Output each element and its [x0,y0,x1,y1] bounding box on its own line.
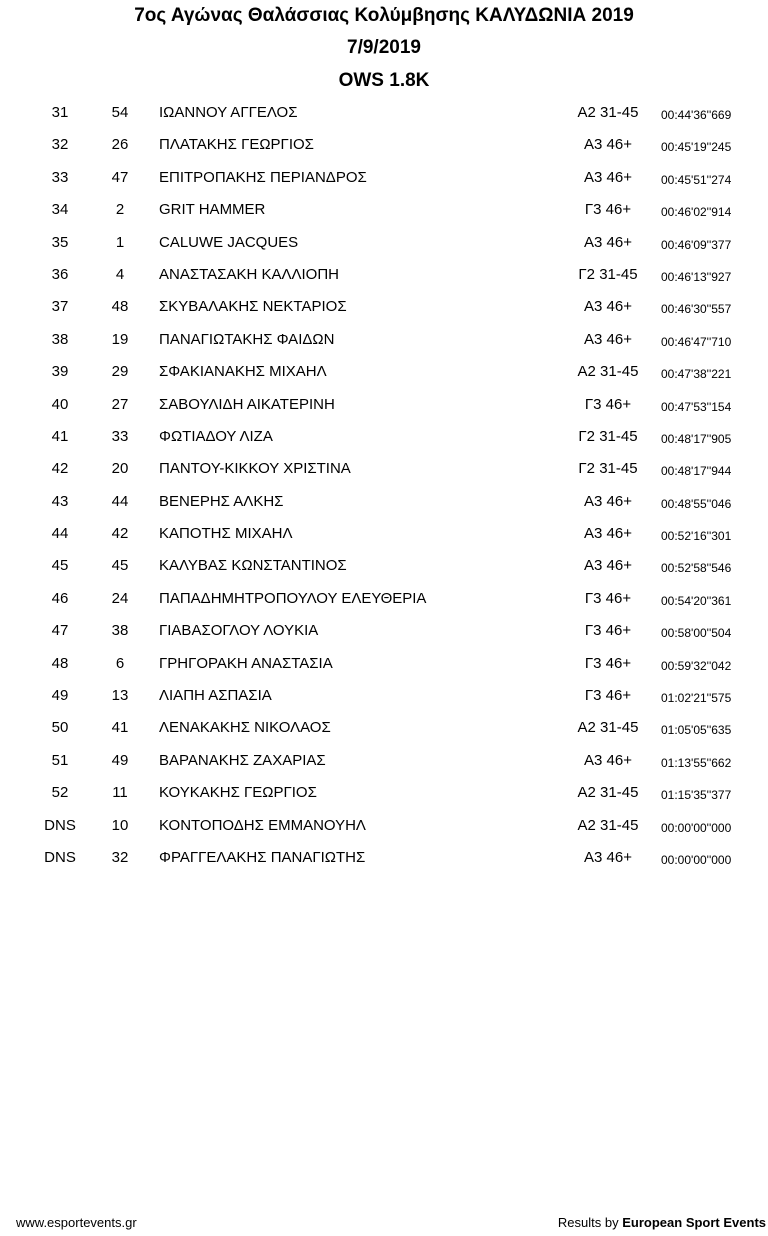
table-row [0,745,768,777]
footer-credit-prefix: Results by [557,1215,619,1230]
table-row [0,129,768,161]
time-cell: 00:52'16''301 [661,529,732,544]
bib-cell: 19 [111,330,129,348]
time-cell: 00:45'51''274 [661,172,732,187]
category-cell: Α3 46+ [584,330,632,348]
table-row [0,777,768,809]
bib-cell: 20 [111,460,129,478]
category-cell: Γ3 46+ [584,395,632,413]
category-cell: Α3 46+ [584,848,632,866]
category-cell: Γ2 31-45 [578,427,638,445]
position-cell: 37 [51,298,69,316]
name-cell: ΛΕΝΑΚΑΚΗΣ ΝΙΚΟΛΑΟΣ [159,719,331,737]
position-cell: DNS [44,816,76,834]
category-cell: Γ3 46+ [584,654,632,672]
table-row [0,583,768,615]
name-cell: ΚΟΝΤΟΠΟΔΗΣ ΕΜΜΑΝΟΥΗΛ [159,816,366,834]
table-row [0,615,768,647]
page-title: 7ος Αγώνας Θαλάσσιας Κολύμβησης ΚΑΛΥΔΩΝΙΑ 2019 [134,5,634,26]
bib-cell: 54 [111,104,129,121]
category-cell: Α3 46+ [584,233,632,251]
position-cell: 34 [51,201,69,219]
table-row [0,421,768,453]
time-cell: 01:05'05''635 [661,723,732,738]
bib-cell: 29 [111,363,129,381]
position-cell: 45 [51,557,69,575]
table-row [0,486,768,518]
name-cell: ΕΠΙΤΡΟΠΑΚΗΣ ΠΕΡΙΑΝΔΡΟΣ [159,168,367,186]
bib-cell: 26 [111,136,129,154]
footer-credit-name: European Sport Events [622,1215,766,1230]
position-cell: DNS [44,848,76,866]
position-cell: 38 [51,330,69,348]
name-cell: ΒΕΝΕΡΗΣ ΑΛΚΗΣ [159,492,284,510]
category-cell: Γ3 46+ [584,622,632,640]
time-cell: 00:54'20''361 [661,593,732,608]
time-cell: 00:52'58''546 [661,561,732,576]
bib-cell: 49 [111,751,129,769]
bib-cell: 27 [111,395,129,413]
table-row [0,453,768,485]
name-cell: ΚΟΥΚΑΚΗΣ ΓΕΩΡΓΙΟΣ [159,784,317,802]
table-row [0,810,768,842]
category-cell: Γ2 31-45 [578,265,638,283]
name-cell: ΙΩΑΝΝΟΥ ΑΓΓΕΛΟΣ [159,104,298,121]
category-cell: Γ3 46+ [584,201,632,219]
position-cell: 49 [51,687,69,705]
footer-credit [558,1215,766,1230]
time-cell: 00:44'36''669 [661,108,732,122]
bib-cell: 33 [111,427,129,445]
time-cell: 00:48'55''046 [661,496,732,511]
table-row [0,356,768,388]
position-cell: 32 [51,136,69,154]
category-cell: Γ3 46+ [584,687,632,705]
time-cell: 00:46'13''927 [661,269,732,284]
bib-cell: 38 [111,622,129,640]
name-cell: ΠΑΠΑΔΗΜΗΤΡΟΠΟΥΛΟΥ ΕΛΕΥΘΕΡΙΑ [159,589,427,607]
time-cell: 01:15'35''377 [661,788,732,803]
time-cell: 00:45'19''245 [661,140,732,155]
category-cell: Α2 31-45 [577,363,639,381]
table-row [0,259,768,291]
position-cell: 31 [51,104,69,121]
category-cell: Α2 31-45 [577,816,639,834]
time-cell: 00:46'02''914 [661,205,732,220]
table-row [0,162,768,194]
category-cell: Γ2 31-45 [578,460,638,478]
name-cell: ΚΑΛΥΒΑΣ ΚΩΝΣΤΑΝΤΙΝΟΣ [159,557,347,575]
category-cell: Α3 46+ [584,557,632,575]
bib-cell: 10 [111,816,129,834]
name-cell: ΚΑΠΟΤΗΣ ΜΙΧΑΗΛ [159,525,293,543]
time-cell: 00:00'00''000 [661,852,732,867]
bib-cell: 11 [112,784,128,802]
name-cell: ΣΚΥΒΑΛΑΚΗΣ ΝΕΚΤΑΡΙΟΣ [159,298,347,316]
time-cell: 01:02'21''575 [661,691,732,706]
event-name: OWS 1.8K [338,70,430,91]
table-row [0,648,768,680]
name-cell: ΦΩΤΙΑΔΟΥ ΛΙΖΑ [159,427,273,445]
name-cell: ΦΡΑΓΓΕΛΑΚΗΣ ΠΑΝΑΓΙΩΤΗΣ [159,848,366,866]
event-date: 7/9/2019 [347,37,421,58]
table-row [0,227,768,259]
name-cell: ΣΑΒΟΥΛΙΔΗ ΑΙΚΑΤΕΡΙΝΗ [159,395,335,413]
table-row [0,680,768,712]
table-row [0,518,768,550]
footer-website: www.esportevents.gr [16,1215,137,1230]
category-cell: Α2 31-45 [577,784,639,802]
bib-cell: 2 [115,201,125,219]
bib-cell: 24 [111,589,129,607]
bib-cell: 6 [115,654,125,672]
position-cell: 50 [51,719,69,737]
position-cell: 44 [51,525,69,543]
position-cell: 36 [51,265,69,283]
time-cell: 00:46'47''710 [661,334,732,349]
name-cell: ΓΙΑΒΑΣΟΓΛΟΥ ΛΟΥΚΙΑ [159,622,319,640]
bib-cell: 13 [111,687,129,705]
position-cell: 46 [51,589,69,607]
time-cell: 01:13'55''662 [661,755,732,770]
category-cell: Α3 46+ [584,492,632,510]
name-cell: ΠΑΝΤΟΥ-ΚΙΚΚΟΥ ΧΡΙΣΤΙΝΑ [159,460,351,478]
name-cell: ΑΝΑΣΤΑΣΑΚΗ ΚΑΛΛΙΟΠΗ [159,265,339,283]
time-cell: 00:46'09''377 [661,237,732,252]
category-cell: Α3 46+ [584,525,632,543]
name-cell: ΓΡΗΓΟΡΑΚΗ ΑΝΑΣΤΑΣΙΑ [159,654,333,672]
category-cell: Α3 46+ [584,136,632,154]
position-cell: 52 [51,784,69,802]
category-cell: Α3 46+ [584,751,632,769]
category-cell: Α2 31-45 [577,104,639,121]
category-cell: Α2 31-45 [577,719,639,737]
name-cell: CALUWE JACQUES [159,233,299,251]
category-cell: Α3 46+ [584,168,632,186]
time-cell: 00:47'53''154 [661,399,732,414]
table-row [0,324,768,356]
bib-cell: 41 [111,719,129,737]
position-cell: 40 [51,395,69,413]
name-cell: ΛΙΑΠΗ ΑΣΠΑΣΙΑ [159,687,272,705]
position-cell: 51 [51,751,69,769]
position-cell: 42 [51,460,69,478]
bib-cell: 32 [111,848,129,866]
bib-cell: 44 [111,492,129,510]
time-cell: 00:48'17''944 [661,464,732,479]
category-cell: Γ3 46+ [584,589,632,607]
table-row [0,550,768,582]
position-cell: 48 [51,654,69,672]
name-cell: ΠΑΝΑΓΙΩΤΑΚΗΣ ΦΑΙΔΩΝ [159,330,335,348]
position-cell: 47 [51,622,69,640]
time-cell: 00:00'00''000 [661,820,732,835]
name-cell: ΣΦΑΚΙΑΝΑΚΗΣ ΜΙΧΑΗΛ [159,363,327,381]
time-cell: 00:47'38''221 [661,367,732,382]
position-cell: 35 [51,233,69,251]
position-cell: 43 [51,492,69,510]
time-cell: 00:59'32''042 [661,658,732,673]
time-cell: 00:48'17''905 [661,431,732,446]
results-table [0,97,768,874]
table-row [0,97,768,129]
table-row [0,291,768,323]
name-cell: ΒΑΡΑΝΑΚΗΣ ΖΑΧΑΡΙΑΣ [159,751,326,769]
time-cell: 00:58'00''504 [661,626,732,641]
bib-cell: 47 [111,168,129,186]
table-row [0,712,768,744]
bib-cell: 1 [115,233,125,251]
name-cell: ΠΛΑΤΑΚΗΣ ΓΕΩΡΓΙΟΣ [159,136,314,154]
bib-cell: 48 [111,298,129,316]
position-cell: 41 [51,427,69,445]
category-cell: Α3 46+ [584,298,632,316]
time-cell: 00:46'30''557 [661,302,732,317]
name-cell: GRIT HAMMER [159,201,266,219]
table-row [0,842,768,874]
bib-cell: 4 [115,265,125,283]
position-cell: 33 [51,168,69,186]
bib-cell: 42 [111,525,129,543]
bib-cell: 45 [111,557,129,575]
position-cell: 39 [51,363,69,381]
table-row [0,194,768,226]
table-row [0,389,768,421]
